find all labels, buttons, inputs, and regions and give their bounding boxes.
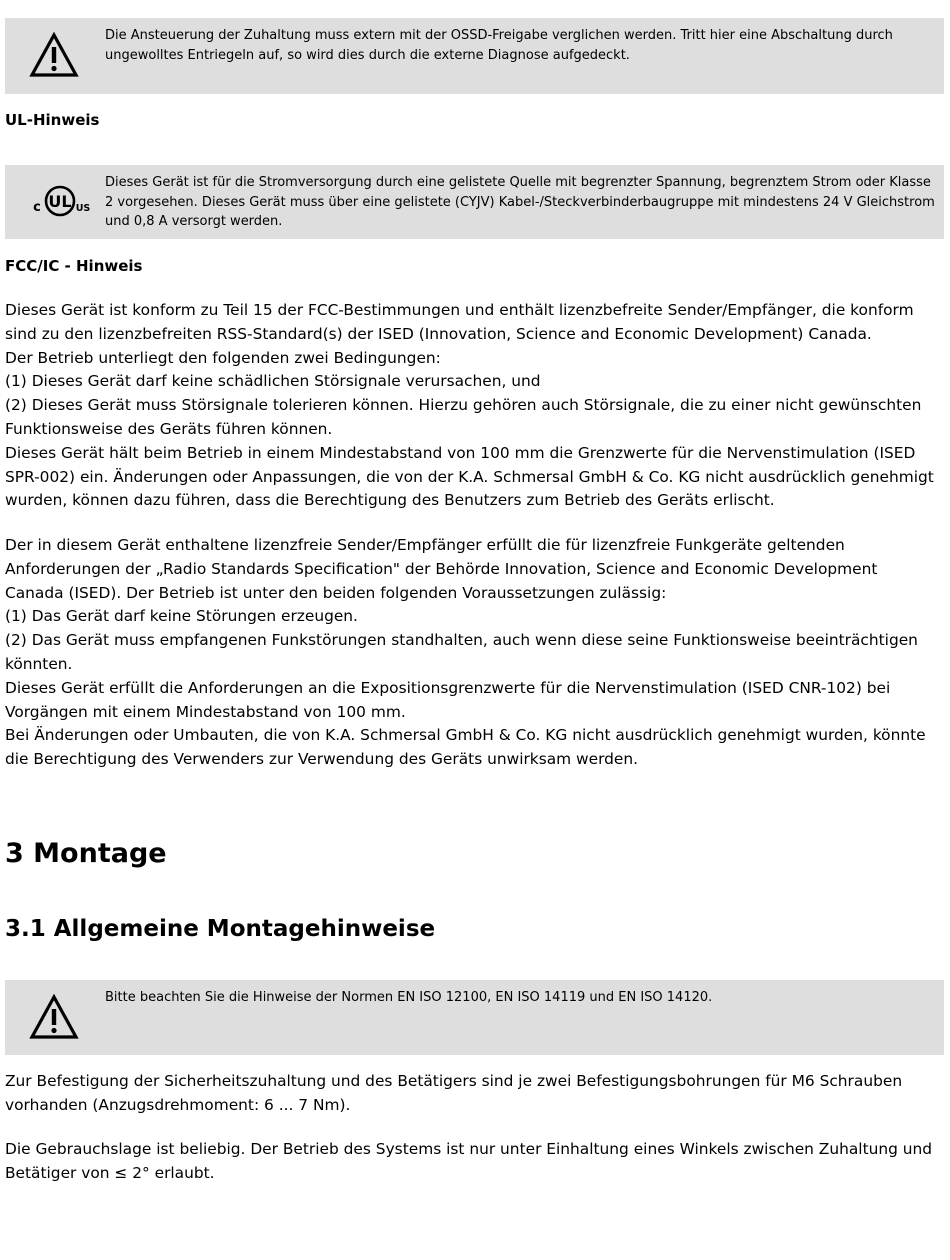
montage-warning-notice (5, 980, 944, 1055)
text-line: sind zu den lizenzbefreiten RSS-Standard(s) der ISED (Innovation, Science and Economic Development) Canada. (5, 324, 872, 343)
text-line: (1) Das Gerät darf keine Störungen erzeugen. (5, 607, 358, 626)
ossd-warning-notice (5, 18, 944, 94)
montage-paragraph-1 (5, 1070, 945, 1118)
text-line: (1) Dieses Gerät darf keine schädlichen Störsignale verursachen, und (5, 372, 541, 391)
text-line: SPR-002) ein. Änderungen oder Anpassungen, die von der K.A. Schmersal GmbH & Co. KG nicht ausdrücklich genehmigt (5, 467, 934, 486)
ul-notice-text (105, 173, 936, 232)
text-line: könnten. (5, 654, 73, 673)
text-line: und 0,8 A versorgt werden. (105, 214, 283, 229)
section-3-heading: 3 Montage (5, 838, 167, 869)
text-line: Dieses Gerät erfüllt die Anforderungen an die Expositionsgrenzwerte für die Nervenstimulation (ISED CNR-102) bei (5, 678, 891, 697)
text-line: (2) Das Gerät muss empfangenen Funkstörungen standhalten, auch wenn diese seine Funktionsweise beeinträchtigen (5, 631, 918, 650)
ossd-warning-text (105, 26, 936, 65)
text-line: Dieses Gerät ist für die Stromversorgung durch eine gelistete Quelle mit begrenzter Spannung, begrenztem Strom oder Klasse (105, 175, 931, 190)
ul-listed-mark-icon (31, 181, 91, 221)
fcc-paragraph-1 (5, 299, 945, 513)
text-line: Funktionsweise des Geräts führen können. (5, 419, 333, 438)
fcc-heading: FCC/IC - Hinweis (5, 257, 143, 275)
text-line: Der Betrieb unterliegt den folgenden zwei Bedingungen: (5, 348, 441, 367)
text-line: Zur Befestigung der Sicherheitszuhaltung und des Betätigers sind je zwei Befestigungsbohrungen für M6 Schrauben (5, 1072, 903, 1090)
text-line: Bei Änderungen oder Umbauten, die von K.A. Schmersal GmbH & Co. KG nicht ausdrücklich genehmigt wurden, könnte (5, 726, 926, 745)
text-line: wurden, können dazu führen, dass die Berechtigung des Benutzers zum Betrieb des Geräts erlischt. (5, 491, 775, 510)
ul-heading: UL-Hinweis (5, 111, 100, 129)
text-line: Anforderungen der „Radio Standards Specification" der Behörde Innovation, Science and Economic Development (5, 559, 878, 578)
section-3-1-heading: 3.1 Allgemeine Montagehinweise (5, 916, 436, 942)
ul-logo-right-text: US (75, 203, 91, 214)
text-line: Die Ansteuerung der Zuhaltung muss extern mit der OSSD-Freigabe verglichen werden. Tritt hier eine Abschaltung durch (105, 28, 893, 43)
text-line: Dieses Gerät hält beim Betrieb in einem Mindestabstand von 100 mm die Grenzwerte für die Nervenstimulation (ISED (5, 443, 916, 462)
text-line: (2) Dieses Gerät muss Störsignale tolerieren können. Hierzu gehören auch Störsignale, die zu einer nicht gewünschten (5, 396, 922, 415)
text-line: die Berechtigung des Verwenders zur Verwendung des Geräts unwirksam werden. (5, 750, 639, 769)
warning-triangle-icon (29, 32, 79, 78)
fcc-paragraph-2 (5, 534, 945, 772)
ul-logo-left-text: c (33, 200, 41, 215)
text-line: Betätiger von ≤ 2° erlaubt. (5, 1163, 215, 1182)
text-line: 2 vorgesehen. Dieses Gerät muss über eine gelistete (CYJV) Kabel-/Steckverbinderbaugruppe mit mindestens 24 V Gleichstrom (105, 194, 935, 210)
ul-logo-center-text: UL (48, 192, 72, 211)
montage-warning-text: Bitte beachten Sie die Hinweise der Normen EN ISO 12100, EN ISO 14119 und EN ISO 14120. (105, 990, 713, 1005)
warning-triangle-icon (29, 994, 79, 1040)
text-line: Vorgängen mit einem Mindestabstand von 100 mm. (5, 702, 406, 721)
text-line: Canada (ISED). Der Betrieb ist unter den beiden folgenden Voraussetzungen zulässig: (5, 583, 667, 602)
text-line: vorhanden (Anzugsdrehmoment: 6 ... 7 Nm). (5, 1095, 351, 1114)
montage-paragraph-2 (5, 1138, 945, 1186)
text-line: Dieses Gerät ist konform zu Teil 15 der FCC-Bestimmungen und enthält lizenzbefreite Sender/Empfänger, die konform (5, 301, 914, 319)
ul-notice (5, 165, 944, 239)
text-line: ungewolltes Entriegeln auf, so wird dies durch die externe Diagnose aufgedeckt. (105, 47, 630, 63)
text-line: Der in diesem Gerät enthaltene lizenzfreie Sender/Empfänger erfüllt die für lizenzfreie Funkgeräte geltenden (5, 536, 845, 554)
text-line: Die Gebrauchslage ist beliebig. Der Betrieb des Systems ist nur unter Einhaltung eines Winkels zwischen Zuhaltung und (5, 1140, 933, 1158)
